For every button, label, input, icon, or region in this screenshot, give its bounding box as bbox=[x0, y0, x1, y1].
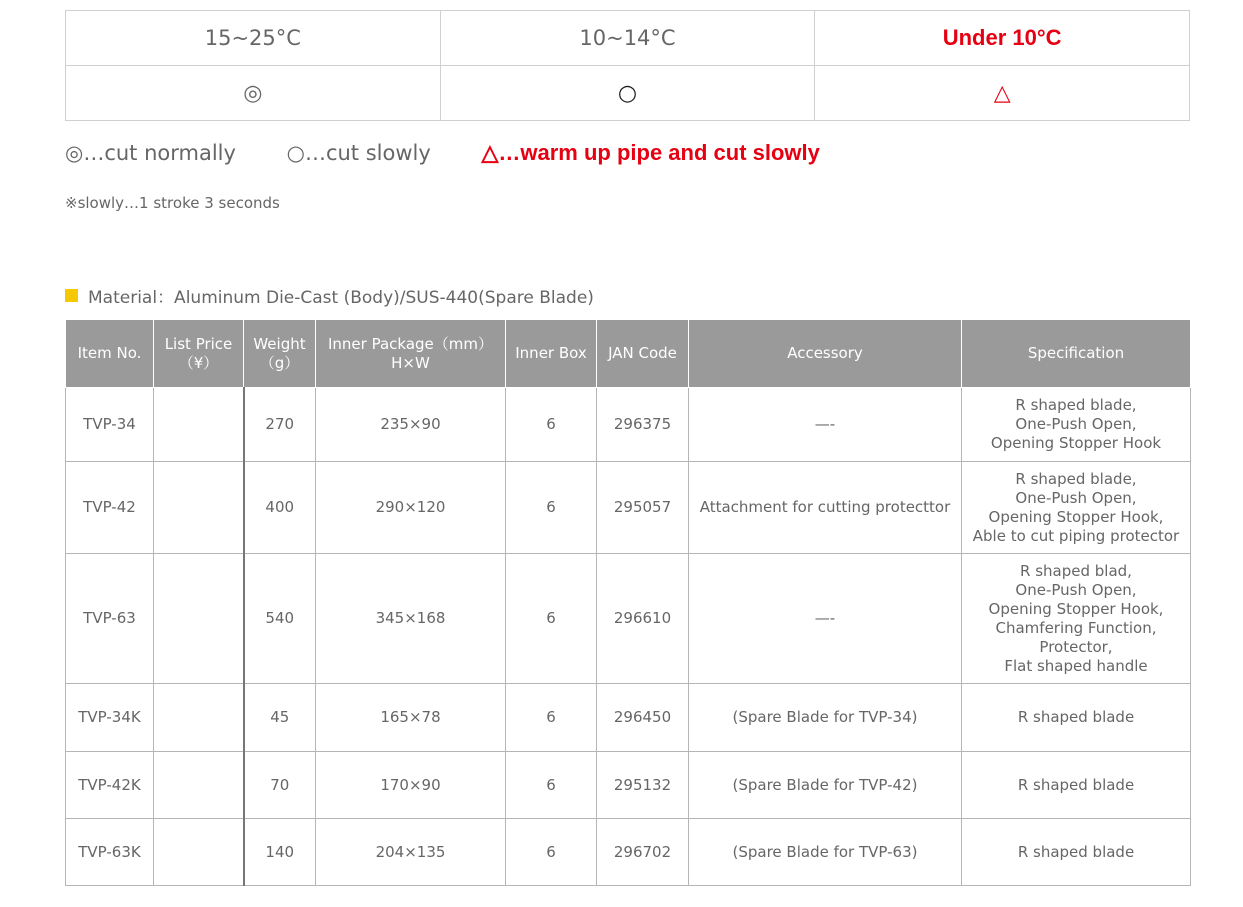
slowly-note: ※slowly…1 stroke 3 seconds bbox=[65, 194, 280, 212]
inner-package-cell: 165×78 bbox=[316, 684, 506, 752]
item-no-cell: TVP-42K bbox=[66, 752, 154, 819]
inner-box-cell: 6 bbox=[506, 554, 597, 684]
temperature-symbol-row bbox=[66, 66, 1190, 121]
header-list-price: List Price （¥） bbox=[154, 320, 244, 388]
weight-cell: 270 bbox=[244, 388, 316, 462]
material-text: Material：Aluminum Die-Cast (Body)/SUS-440(Spare Blade) bbox=[88, 288, 594, 308]
header-inner-package: Inner Package（mm） H×W bbox=[316, 320, 506, 388]
accessory-cell: —- bbox=[689, 554, 962, 684]
inner-package-cell: 170×90 bbox=[316, 752, 506, 819]
weight-cell: 70 bbox=[244, 752, 316, 819]
triangle-cell bbox=[815, 66, 1190, 121]
circle-icon: ○ bbox=[617, 80, 638, 106]
item-no-cell: TVP-34 bbox=[66, 388, 154, 462]
specification-cell: R shaped blade bbox=[962, 819, 1191, 886]
item-no-cell: TVP-63 bbox=[66, 554, 154, 684]
inner-box-cell: 6 bbox=[506, 388, 597, 462]
circle-cell bbox=[440, 66, 815, 121]
header-item-no: Item No. bbox=[66, 320, 154, 388]
accessory-cell: —- bbox=[689, 388, 962, 462]
temp-range-cell: 15~25°C bbox=[66, 11, 441, 66]
inner-box-cell: 6 bbox=[506, 462, 597, 554]
temp-range-cell-cold: Under 10°C bbox=[815, 11, 1190, 66]
header-weight: Weight （g） bbox=[244, 320, 316, 388]
yellow-square-icon bbox=[65, 289, 78, 302]
product-spec-table bbox=[65, 319, 1191, 886]
inner-box-cell: 6 bbox=[506, 684, 597, 752]
header-jan-code: JAN Code bbox=[597, 320, 689, 388]
list-price-cell bbox=[154, 684, 244, 752]
jan-code-cell: 295132 bbox=[597, 752, 689, 819]
jan-code-cell: 296375 bbox=[597, 388, 689, 462]
table-row bbox=[66, 752, 1191, 819]
table-row bbox=[66, 462, 1191, 554]
jan-code-cell: 296702 bbox=[597, 819, 689, 886]
spec-header-row bbox=[66, 320, 1191, 388]
legend-warm-up: △…warm up pipe and cut slowly bbox=[481, 140, 820, 165]
table-row bbox=[66, 819, 1191, 886]
header-inner-box: Inner Box bbox=[506, 320, 597, 388]
header-specification: Specification bbox=[962, 320, 1191, 388]
table-row bbox=[66, 554, 1191, 684]
item-no-cell: TVP-42 bbox=[66, 462, 154, 554]
cutting-legend bbox=[65, 140, 864, 166]
temperature-table bbox=[65, 10, 1190, 121]
weight-cell: 400 bbox=[244, 462, 316, 554]
list-price-cell bbox=[154, 462, 244, 554]
list-price-cell bbox=[154, 819, 244, 886]
triangle-icon: △ bbox=[993, 80, 1011, 106]
jan-code-cell: 296610 bbox=[597, 554, 689, 684]
weight-cell: 140 bbox=[244, 819, 316, 886]
specification-cell: R shaped blade bbox=[962, 684, 1191, 752]
accessory-cell: (Spare Blade for TVP-42) bbox=[689, 752, 962, 819]
list-price-cell bbox=[154, 554, 244, 684]
inner-package-cell: 235×90 bbox=[316, 388, 506, 462]
double-circle-icon: ◎ bbox=[243, 80, 263, 106]
temp-range-cell: 10~14°C bbox=[440, 11, 815, 66]
temperature-header-row bbox=[66, 11, 1190, 66]
legend-cut-slowly: ○…cut slowly bbox=[286, 141, 431, 165]
double-circle-cell bbox=[66, 66, 441, 121]
weight-cell: 540 bbox=[244, 554, 316, 684]
specification-cell: R shaped blade, One-Push Open, Opening Stopper Hook bbox=[962, 388, 1191, 462]
inner-box-cell: 6 bbox=[506, 752, 597, 819]
inner-package-cell: 345×168 bbox=[316, 554, 506, 684]
jan-code-cell: 295057 bbox=[597, 462, 689, 554]
inner-box-cell: 6 bbox=[506, 819, 597, 886]
accessory-cell: Attachment for cutting protecttor bbox=[689, 462, 962, 554]
accessory-cell: (Spare Blade for TVP-34) bbox=[689, 684, 962, 752]
list-price-cell bbox=[154, 388, 244, 462]
specification-cell: R shaped blade, One-Push Open, Opening Stopper Hook, Able to cut piping protector bbox=[962, 462, 1191, 554]
specification-cell: R shaped blade bbox=[962, 752, 1191, 819]
table-row bbox=[66, 388, 1191, 462]
legend-cut-normally: ◎…cut normally bbox=[65, 141, 236, 165]
table-row bbox=[66, 684, 1191, 752]
jan-code-cell: 296450 bbox=[597, 684, 689, 752]
inner-package-cell: 290×120 bbox=[316, 462, 506, 554]
list-price-cell bbox=[154, 752, 244, 819]
accessory-cell: (Spare Blade for TVP-63) bbox=[689, 819, 962, 886]
item-no-cell: TVP-63K bbox=[66, 819, 154, 886]
header-accessory: Accessory bbox=[689, 320, 962, 388]
weight-cell: 45 bbox=[244, 684, 316, 752]
specification-cell: R shaped blad, One-Push Open, Opening Stopper Hook, Chamfering Function, Protector, Flat shaped handle bbox=[962, 554, 1191, 684]
item-no-cell: TVP-34K bbox=[66, 684, 154, 752]
inner-package-cell: 204×135 bbox=[316, 819, 506, 886]
material-heading bbox=[65, 283, 594, 308]
